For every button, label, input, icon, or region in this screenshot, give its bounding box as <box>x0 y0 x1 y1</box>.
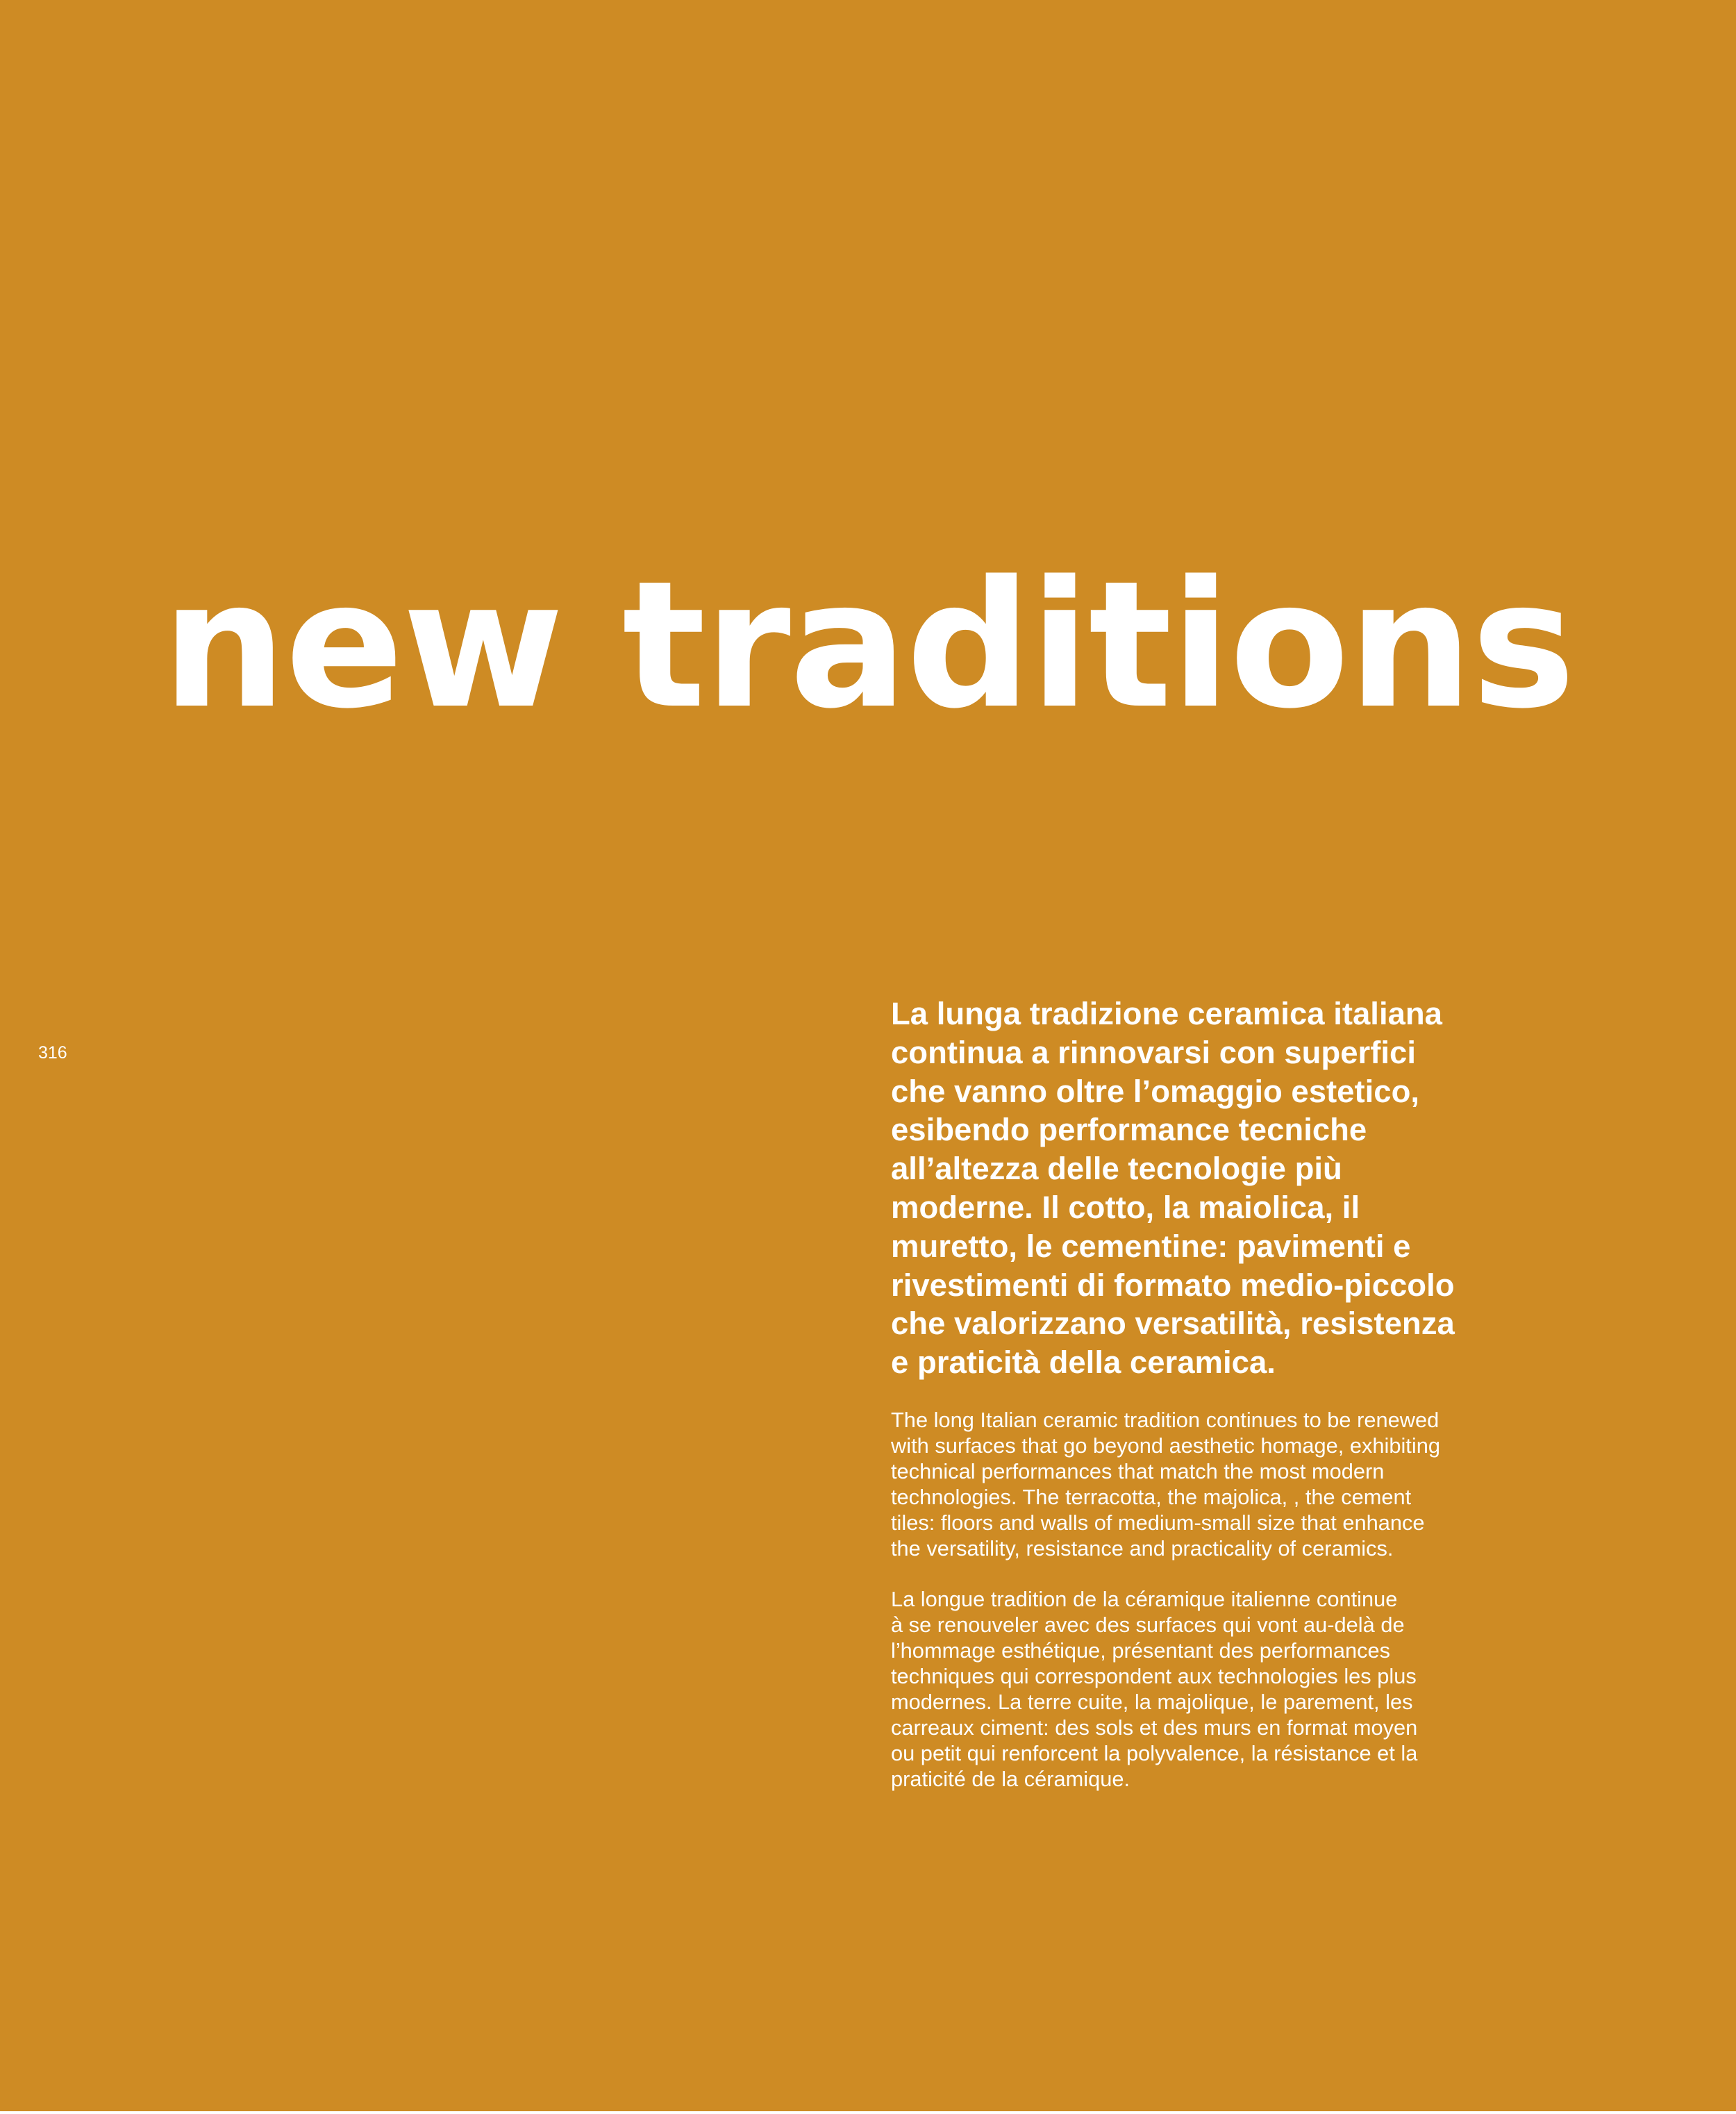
lead-line: continua a rinnovarsi con superfici <box>891 1034 1416 1070</box>
lead-line: esibendo performance tecniche <box>891 1112 1367 1148</box>
french-line: modernes. La terre cuite, la majolique, le parement, les <box>891 1689 1413 1714</box>
lead-line: moderne. Il cotto, la maiolica, il <box>891 1189 1360 1225</box>
english-line: the versatility, resistance and practicality of ceramics. <box>891 1535 1394 1560</box>
french-line: ou petit qui renforcent la polyvalence, la résistance et la <box>891 1740 1418 1765</box>
lead-line: che valorizzano versatilità, resistenza <box>891 1306 1455 1342</box>
lead-line: muretto, le cementine: pavimenti e <box>891 1228 1411 1264</box>
lead-line: che vanno oltre l’omaggio estetico, <box>891 1073 1420 1109</box>
lead-line: all’altezza delle tecnologie più <box>891 1151 1342 1187</box>
english-line: technologies. The terracotta, the majolica, , the cement <box>891 1484 1412 1509</box>
french-line: La longue tradition de la céramique italienne continue <box>891 1586 1398 1611</box>
lead-line: La lunga tradizione ceramica italiana <box>891 996 1442 1031</box>
french-line: praticité de la céramique. <box>891 1766 1130 1791</box>
page-title: new traditions <box>162 544 1574 747</box>
french-line: l’hommage esthétique, présentant des performances <box>891 1638 1391 1663</box>
english-line: with surfaces that go beyond aesthetic homage, exhibiting <box>891 1433 1440 1458</box>
page-number: 316 <box>38 1043 67 1063</box>
french-line: à se renouveler avec des surfaces qui vont au-delà de <box>891 1612 1405 1637</box>
english-line: tiles: floors and walls of medium-small size that enhance <box>891 1510 1425 1535</box>
lead-line: e praticità della ceramica. <box>891 1345 1276 1381</box>
french-paragraph <box>891 1586 1540 1792</box>
italian-lead-paragraph <box>891 994 1540 1382</box>
english-line: technical performances that match the most modern <box>891 1458 1385 1483</box>
english-paragraph <box>891 1407 1540 1561</box>
english-line: The long Italian ceramic tradition continues to be renewed <box>891 1407 1439 1432</box>
text-column <box>891 994 1540 1792</box>
french-line: techniques qui correspondent aux technologies les plus <box>891 1663 1417 1688</box>
lead-line: rivestimenti di formato medio-piccolo <box>891 1267 1455 1303</box>
french-line: carreaux ciment: des sols et des murs en format moyen <box>891 1715 1418 1740</box>
